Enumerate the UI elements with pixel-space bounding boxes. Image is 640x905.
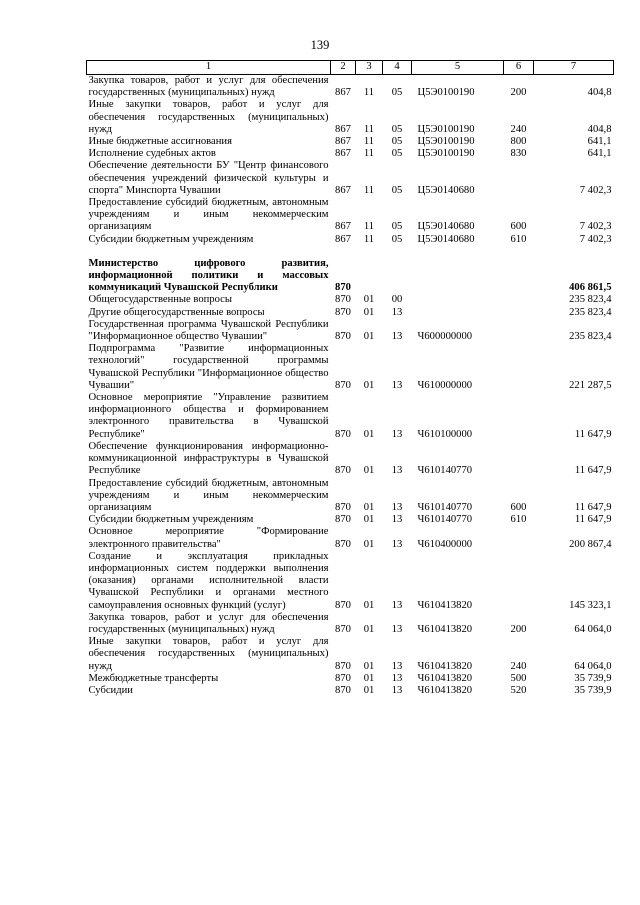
row-section: 01 xyxy=(363,294,375,306)
row-amount: 35 739,9 xyxy=(574,672,612,684)
row-ved-code: 867 xyxy=(335,184,351,196)
table-row xyxy=(87,526,614,550)
row-expense-type: 600 xyxy=(510,221,527,233)
row-name: Общегосударственные вопросы xyxy=(88,294,232,306)
row-target-article: Ц5Э0140680 xyxy=(417,221,475,233)
row-subsection: 05 xyxy=(391,123,403,135)
row-subsection: 13 xyxy=(391,538,403,550)
row-subsection: 13 xyxy=(391,331,403,343)
row-subsection: 13 xyxy=(391,306,403,318)
row-ved-code: 870 xyxy=(335,331,351,343)
row-ved-code: 870 xyxy=(335,684,351,696)
row-expense-type: 610 xyxy=(510,514,527,526)
table-row xyxy=(87,636,614,673)
table-row xyxy=(87,307,614,319)
row-expense-type: 520 xyxy=(510,684,527,696)
row-target-article: Ч610140770 xyxy=(417,514,473,526)
row-section: 01 xyxy=(363,465,375,477)
row-name: Закупка товаров, работ и услуг для обеспечения государственных (муниципальных) нужд xyxy=(88,611,329,635)
row-expense-type: 830 xyxy=(510,148,527,160)
row-target-article: Ч610400000 xyxy=(417,538,473,550)
row-amount: 406 861,5 xyxy=(569,282,612,294)
row-subsection: 13 xyxy=(391,599,403,611)
row-section: 01 xyxy=(363,501,375,513)
row-amount: 145 323,1 xyxy=(569,599,612,611)
row-name: Субсидии бюджетным учреждениям xyxy=(88,514,254,526)
spacer-row xyxy=(87,246,614,258)
row-expense-type: 600 xyxy=(510,501,527,513)
row-ved-code: 867 xyxy=(335,221,351,233)
row-ved-code: 870 xyxy=(335,428,351,440)
header-col-4: 4 xyxy=(383,61,412,75)
row-expense-type xyxy=(504,319,534,343)
row-name: Исполнение судебных актов xyxy=(88,148,216,160)
row-ved-code: 870 xyxy=(335,660,351,672)
table-row xyxy=(87,612,614,636)
table-row xyxy=(87,294,614,306)
table-row xyxy=(87,75,614,100)
header-col-1: 1 xyxy=(87,61,331,75)
row-subsection: 13 xyxy=(391,623,403,635)
row-subsection: 05 xyxy=(391,87,403,99)
header-col-5: 5 xyxy=(412,61,504,75)
row-ved-code: 870 xyxy=(335,599,351,611)
row-amount: 200 867,4 xyxy=(569,538,612,550)
row-amount: 641,1 xyxy=(587,136,612,148)
row-ved-code: 867 xyxy=(335,123,351,135)
row-expense-type: 240 xyxy=(510,123,527,135)
row-expense-type: 610 xyxy=(510,233,527,245)
row-name: Закупка товаров, работ и услуг для обеспечения государственных (муниципальных) нужд xyxy=(88,75,329,99)
row-section: 01 xyxy=(363,306,375,318)
row-name: Иные закупки товаров, работ и услуг для обеспечения государственных (муниципальных) нужд xyxy=(88,636,329,672)
row-expense-type: 200 xyxy=(510,87,527,99)
row-name: Субсидии бюджетным учреждениям xyxy=(88,233,254,245)
row-expense-type xyxy=(504,551,534,612)
row-name: Иные бюджетные ассигнования xyxy=(88,136,232,148)
header-col-3: 3 xyxy=(356,61,383,75)
row-expense-type xyxy=(504,160,534,197)
row-section: 01 xyxy=(363,331,375,343)
row-section: 11 xyxy=(363,136,375,148)
row-expense-type: 240 xyxy=(510,660,527,672)
row-amount: 64 064,0 xyxy=(574,660,612,672)
table-row xyxy=(87,234,614,246)
table-row xyxy=(87,136,614,148)
row-amount: 221 287,5 xyxy=(569,379,612,391)
row-amount: 7 402,3 xyxy=(579,221,612,233)
row-ved-code: 867 xyxy=(335,136,351,148)
row-section: 01 xyxy=(363,538,375,550)
table-row xyxy=(87,197,614,234)
row-name: Основное мероприятие "Формирование электронного правительства" xyxy=(88,526,329,550)
table-row xyxy=(87,673,614,685)
row-ved-code: 870 xyxy=(335,672,351,684)
row-target-article: Ц5Э0100190 xyxy=(417,148,475,160)
row-target-article: Ч600000000 xyxy=(417,331,473,343)
row-section: 01 xyxy=(363,672,375,684)
row-ved-code: 867 xyxy=(335,148,351,160)
budget-table xyxy=(86,60,614,697)
row-subsection xyxy=(383,258,412,295)
row-ved-code: 870 xyxy=(335,514,351,526)
table-body xyxy=(87,75,614,698)
row-target-article xyxy=(412,307,504,319)
row-expense-type xyxy=(504,343,534,392)
row-subsection: 05 xyxy=(391,148,403,160)
table-row xyxy=(87,99,614,136)
row-name: Государственная программа Чувашской Республики "Информационное общество Чувашии" xyxy=(88,318,329,343)
header-col-7: 7 xyxy=(534,61,614,75)
row-target-article: Ч610140770 xyxy=(417,501,473,513)
row-target-article: Ч610100000 xyxy=(417,428,473,440)
row-name: Обеспечение деятельности БУ "Центр финансового обеспечения учреждений физической культуры и спорта" Минспорта Чувашии xyxy=(88,160,329,196)
row-name: Обеспечение функционирования информационно-коммуникационной инфраструктуры в Чувашской Республике xyxy=(88,440,329,477)
row-section: 01 xyxy=(363,428,375,440)
row-section: 11 xyxy=(363,184,375,196)
row-expense-type xyxy=(504,307,534,319)
row-ved-code: 867 xyxy=(335,233,351,245)
row-target-article: Ч610140770 xyxy=(417,465,473,477)
row-subsection: 13 xyxy=(391,501,403,513)
row-amount: 64 064,0 xyxy=(574,623,612,635)
table-row xyxy=(87,685,614,697)
row-name: Создание и эксплуатация прикладных информационных систем поддержки выполнения (оказания) органами исполнительной власти Чувашской Республики и органами местного самоуправления основных функций (услуг) xyxy=(88,550,329,611)
row-section: 11 xyxy=(363,87,375,99)
row-target-article: Ц5Э0100190 xyxy=(417,136,475,148)
row-amount: 235 823,4 xyxy=(569,306,612,318)
table-row xyxy=(87,392,614,441)
row-target-article: Ц5Э0100190 xyxy=(417,123,475,135)
row-amount: 404,8 xyxy=(587,87,612,99)
row-ved-code: 870 xyxy=(335,623,351,635)
row-target-article: Ц5Э0140680 xyxy=(417,184,475,196)
row-expense-type xyxy=(504,441,534,478)
row-ved-code: 870 xyxy=(335,379,351,391)
row-amount: 7 402,3 xyxy=(579,184,612,196)
row-name: Подпрограмма "Развитие информационных технологий" государственной программы Чувашской Республики "Информационное общество Чувашии" xyxy=(88,343,329,391)
row-name: Предоставление субсидий бюджетным, автономным учреждениям и иным некоммерческим организациям xyxy=(88,197,329,233)
row-name: Основное мероприятие "Управление развитием информационного общества и формированием электронного правительства в Чувашской Республике" xyxy=(88,392,329,440)
row-amount: 35 739,9 xyxy=(574,684,612,696)
row-subsection: 13 xyxy=(391,379,403,391)
row-name: Предоставление субсидий бюджетным, автономным учреждениям и иным некоммерческим организациям xyxy=(88,477,329,513)
row-section: 01 xyxy=(363,514,375,526)
row-target-article: Ч610413820 xyxy=(417,672,473,684)
row-target-article: Ч610000000 xyxy=(417,379,473,391)
row-expense-type: 800 xyxy=(510,136,527,148)
row-name: Межбюджетные трансферты xyxy=(88,672,219,684)
row-amount: 7 402,3 xyxy=(579,233,612,245)
spacer-cell xyxy=(87,246,614,258)
row-expense-type: 500 xyxy=(510,672,527,684)
row-section: 11 xyxy=(363,123,375,135)
row-target-article: Ч610413820 xyxy=(417,660,473,672)
row-amount: 11 647,9 xyxy=(574,501,612,513)
row-target-article xyxy=(412,294,504,306)
row-ved-code: 867 xyxy=(335,87,351,99)
header-row xyxy=(87,61,614,75)
row-section: 11 xyxy=(363,221,375,233)
row-ved-code: 870 xyxy=(335,294,351,306)
row-target-article: Ц5Э0100190 xyxy=(417,87,475,99)
row-section: 01 xyxy=(363,599,375,611)
row-amount: 641,1 xyxy=(587,148,612,160)
row-target-article: Ч610413820 xyxy=(417,684,473,696)
table-header xyxy=(87,61,614,75)
row-target-article: Ч610413820 xyxy=(417,599,473,611)
row-subsection: 13 xyxy=(391,428,403,440)
page-number: 139 xyxy=(310,38,330,52)
row-amount: 11 647,9 xyxy=(574,428,612,440)
row-section: 01 xyxy=(363,684,375,696)
row-section: 01 xyxy=(363,379,375,391)
row-subsection: 13 xyxy=(391,514,403,526)
row-expense-type xyxy=(504,526,534,550)
row-expense-type: 200 xyxy=(510,623,527,635)
row-subsection: 05 xyxy=(391,136,403,148)
row-subsection: 13 xyxy=(391,672,403,684)
row-amount: 235 823,4 xyxy=(569,331,612,343)
row-ved-code: 870 xyxy=(335,306,351,318)
row-subsection: 05 xyxy=(391,233,403,245)
row-target-article: Ц5Э0140680 xyxy=(417,233,475,245)
row-name: Другие общегосударственные вопросы xyxy=(88,306,265,318)
row-subsection: 13 xyxy=(391,660,403,672)
table-row xyxy=(87,258,614,295)
row-subsection: 00 xyxy=(391,294,403,306)
row-section: 11 xyxy=(363,233,375,245)
row-name: Министерство цифрового развития, информационной политики и массовых коммуникаций Чувашской Республики xyxy=(88,257,329,294)
row-expense-type xyxy=(504,392,534,441)
row-amount: 404,8 xyxy=(587,123,612,135)
row-subsection: 05 xyxy=(391,221,403,233)
row-ved-code: 870 xyxy=(335,501,351,513)
row-expense-type xyxy=(504,258,534,295)
row-amount: 11 647,9 xyxy=(574,514,612,526)
header-col-2: 2 xyxy=(331,61,356,75)
row-target-article: Ч610413820 xyxy=(417,623,473,635)
row-section xyxy=(356,258,383,295)
table-row xyxy=(87,441,614,478)
table-row xyxy=(87,478,614,515)
row-ved-code: 870 xyxy=(335,465,351,477)
row-expense-type xyxy=(504,294,534,306)
row-ved-code: 870 xyxy=(335,538,351,550)
table-row xyxy=(87,148,614,160)
header-col-6: 6 xyxy=(504,61,534,75)
table-row xyxy=(87,319,614,343)
row-section: 11 xyxy=(363,148,375,160)
row-ved-code: 870 xyxy=(335,282,351,294)
table-row xyxy=(87,551,614,612)
row-name: Иные закупки товаров, работ и услуг для обеспечения государственных (муниципальных) нужд xyxy=(88,99,329,135)
row-subsection: 05 xyxy=(391,184,403,196)
row-name: Субсидии xyxy=(88,684,133,696)
row-target-article xyxy=(412,258,504,295)
row-section: 01 xyxy=(363,660,375,672)
row-amount: 11 647,9 xyxy=(574,465,612,477)
row-amount: 235 823,4 xyxy=(569,294,612,306)
table-row xyxy=(87,343,614,392)
row-subsection: 13 xyxy=(391,465,403,477)
table-row xyxy=(87,160,614,197)
table-row xyxy=(87,514,614,526)
row-subsection: 13 xyxy=(391,684,403,696)
row-section: 01 xyxy=(363,623,375,635)
